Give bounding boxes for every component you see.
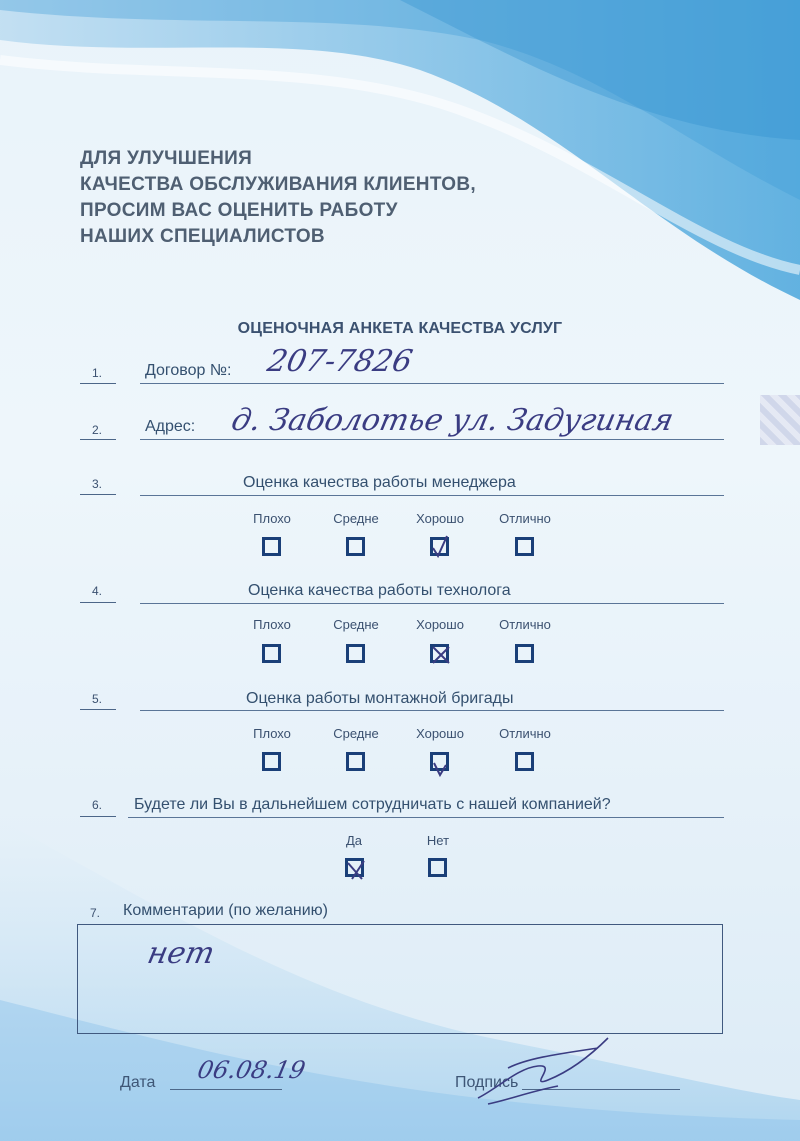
q6-option-yes: Да: [345, 833, 363, 848]
q4-option-average: Средне: [333, 617, 379, 632]
date-label: Дата: [120, 1074, 156, 1091]
check-mark-icon: [429, 534, 451, 560]
contract-value[interactable]: 207-7826: [264, 344, 416, 379]
redacted-area: [760, 395, 800, 445]
q4-checkbox-average[interactable]: [346, 644, 365, 663]
q6-checkbox-no[interactable]: [428, 858, 447, 877]
header-line-1: ДЛЯ УЛУЧШЕНИЯ: [80, 148, 253, 169]
field-number-6: 6.: [92, 798, 103, 812]
q6-rule: [128, 817, 724, 818]
q4-label: Оценка качества работы технолога: [248, 582, 511, 599]
q3-option-average: Средне: [333, 511, 379, 526]
q4-option-good: Хорошо: [416, 617, 464, 632]
q4-checkbox-poor[interactable]: [262, 644, 281, 663]
q3-option-good: Хорошо: [416, 511, 464, 526]
q3-checkbox-average[interactable]: [346, 537, 365, 556]
q5-option-poor: Плохо: [253, 726, 291, 741]
address-rule: [140, 439, 724, 440]
q5-checkbox-good[interactable]: [430, 752, 449, 771]
field-number-3: 3.: [92, 477, 103, 491]
header-line-2: КАЧЕСТВА ОБСЛУЖИВАНИЯ КЛИЕНТОВ,: [80, 174, 476, 195]
q4-checkbox-good[interactable]: [430, 644, 449, 663]
comments-label: Комментарии (по желанию): [123, 902, 328, 919]
signature-scribble[interactable]: [468, 1028, 618, 1108]
date-rule: [170, 1089, 282, 1090]
header-line-4: НАШИХ СПЕЦИАЛИСТОВ: [80, 226, 325, 247]
q4-option-excellent: Отлично: [499, 617, 551, 632]
q5-rule: [140, 710, 724, 711]
number-underline-5: [80, 709, 116, 710]
q4-checkbox-excellent[interactable]: [515, 644, 534, 663]
field-number-5: 5.: [92, 692, 103, 706]
date-value[interactable]: 06.08.19: [195, 1056, 308, 1084]
q5-option-good: Хорошо: [416, 726, 464, 741]
q3-option-poor: Плохо: [253, 511, 291, 526]
field-number-4: 4.: [92, 584, 103, 598]
contract-rule: [140, 383, 724, 384]
number-underline-1: [80, 383, 116, 384]
q5-option-excellent: Отлично: [499, 726, 551, 741]
address-label: Адрес:: [145, 418, 196, 435]
q6-checkbox-yes[interactable]: [345, 858, 364, 877]
q5-checkbox-poor[interactable]: [262, 752, 281, 771]
q3-option-excellent: Отлично: [499, 511, 551, 526]
q3-checkbox-excellent[interactable]: [515, 537, 534, 556]
form-title: ОЦЕНОЧНАЯ АНКЕТА КАЧЕСТВА УСЛУГ: [237, 320, 563, 337]
signature-label: Подпись: [455, 1074, 519, 1091]
header-text: [80, 146, 476, 250]
q6-label: Будете ли Вы в дальнейшем сотрудничать с нашей компанией?: [134, 796, 611, 813]
field-number-1: 1.: [92, 366, 103, 380]
q6-option-no: Нет: [426, 833, 450, 848]
q5-option-average: Средне: [333, 726, 379, 741]
q3-rule: [140, 495, 724, 496]
q3-label: Оценка качества работы менеджера: [243, 474, 516, 491]
field-number-2: 2.: [92, 423, 103, 437]
q5-checkbox-excellent[interactable]: [515, 752, 534, 771]
contract-label: Договор №:: [145, 362, 232, 379]
field-number-7: 7.: [90, 906, 101, 920]
q4-rule: [140, 603, 724, 604]
q3-checkbox-poor[interactable]: [262, 537, 281, 556]
number-underline-3: [80, 494, 116, 495]
q3-checkbox-good[interactable]: [430, 537, 449, 556]
cross-mark-icon: [430, 644, 452, 666]
check-mark-icon: [430, 753, 452, 783]
q4-option-poor: Плохо: [253, 617, 291, 632]
cross-mark-icon: [344, 857, 368, 883]
header-line-3: ПРОСИМ ВАС ОЦЕНИТЬ РАБОТУ: [80, 200, 398, 221]
number-underline-2: [80, 439, 116, 440]
number-underline-4: [80, 602, 116, 603]
number-underline-6: [80, 816, 116, 817]
comments-value: нет: [144, 936, 218, 971]
q5-label: Оценка работы монтажной бригады: [246, 690, 514, 707]
address-value[interactable]: д. Заболотье ул. Задугиная: [228, 403, 677, 438]
q5-checkbox-average[interactable]: [346, 752, 365, 771]
